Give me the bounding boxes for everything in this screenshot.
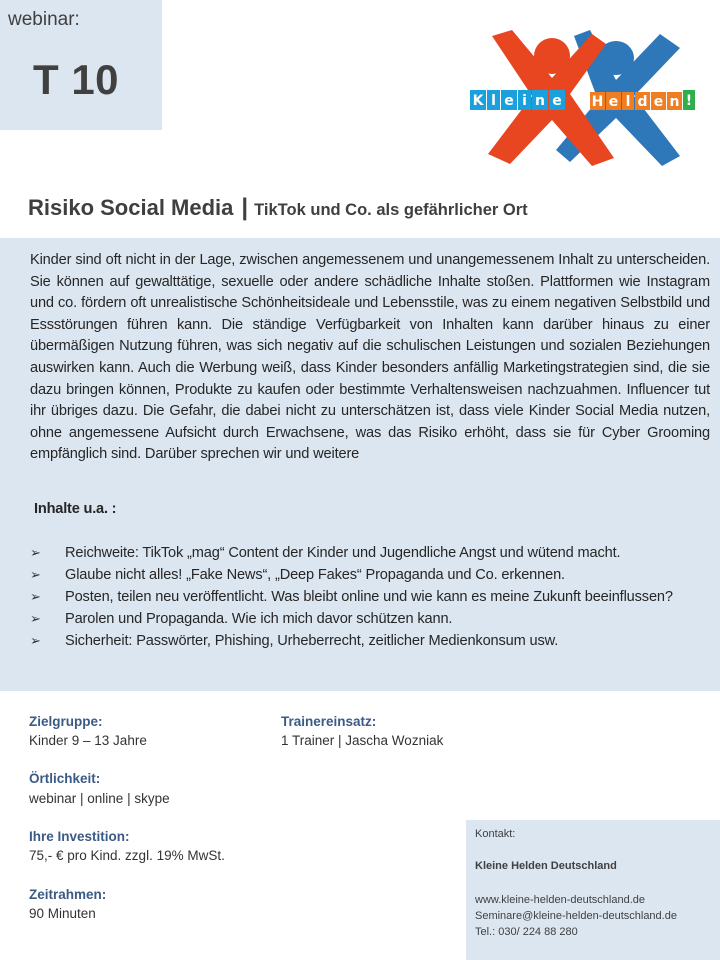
- webinar-code-box: [0, 0, 162, 130]
- svg-text:d: d: [637, 94, 648, 110]
- arrow-bullet-icon: ➢: [30, 633, 41, 648]
- contact-organization: Kleine Helden Deutschland: [475, 860, 617, 872]
- contact-phone: Tel.: 030/ 224 88 280: [475, 926, 578, 938]
- list-item: [28, 564, 698, 586]
- list-item: [28, 586, 698, 608]
- webinar-label: webinar:: [8, 9, 80, 30]
- investment-label: Ihre Investition:: [29, 829, 130, 844]
- list-item-text: Parolen und Propaganda. Wie ich mich davor schützen kann.: [65, 611, 453, 627]
- svg-text:n: n: [535, 93, 545, 109]
- svg-text:e: e: [504, 93, 514, 109]
- svg-text:H: H: [591, 94, 604, 110]
- logo-figures-icon: [466, 28, 702, 166]
- trainer-value: 1 Trainer | Jascha Wozniak: [281, 733, 444, 748]
- list-item-text: Glaube nicht alles! „Fake News“, „Deep Fakes“ Propaganda und Co. erkennen.: [65, 567, 565, 583]
- course-code: T 10: [33, 56, 120, 103]
- arrow-bullet-icon: ➢: [30, 611, 41, 626]
- target-group-label: Zielgruppe:: [29, 714, 103, 729]
- contents-heading: Inhalte u.a. :: [34, 501, 117, 517]
- kleine-helden-logo: [466, 28, 702, 166]
- arrow-bullet-icon: ➢: [30, 589, 41, 604]
- svg-text:i: i: [522, 93, 527, 109]
- svg-text:e: e: [653, 94, 664, 110]
- svg-text:l: l: [491, 93, 496, 109]
- svg-text:K: K: [472, 93, 484, 109]
- trainer-label: Trainereinsatz:: [281, 714, 377, 729]
- duration-value: 90 Minuten: [29, 906, 96, 921]
- contact-website-link[interactable]: www.kleine-helden-deutschland.de: [475, 894, 645, 906]
- title-main: Risiko Social Media: [28, 195, 234, 220]
- title-separator: |: [241, 194, 249, 221]
- contact-label: Kontakt:: [475, 828, 516, 840]
- list-item-text: Posten, teilen neu veröffentlicht. Was bleibt online und wie kann es meine Zukunft beeinflussen?: [65, 589, 673, 605]
- page-title: [28, 194, 528, 222]
- list-item-text: Reichweite: TikTok „mag“ Content der Kinder und Jugendliche Angst und wütend macht.: [65, 545, 621, 561]
- target-group-value: Kinder 9 – 13 Jahre: [29, 733, 147, 748]
- investment-value: 75,- € pro Kind. zzgl. 19% MwSt.: [29, 848, 225, 863]
- arrow-bullet-icon: ➢: [30, 545, 41, 560]
- svg-text:e: e: [552, 93, 562, 109]
- list-item: [28, 608, 698, 630]
- title-subtitle: TikTok und Co. als gefährlicher Ort: [254, 201, 528, 219]
- list-item-text: Sicherheit: Passwörter, Phishing, Urheberrecht, zeitlicher Medienkonsum usw.: [65, 633, 559, 649]
- contents-list: [28, 542, 698, 652]
- location-value: webinar | online | skype: [29, 791, 170, 806]
- location-label: Örtlichkeit:: [29, 771, 101, 786]
- contact-box: [466, 820, 720, 960]
- svg-text:n: n: [669, 94, 680, 110]
- svg-text:l: l: [625, 94, 631, 110]
- list-item: [28, 542, 698, 564]
- list-item: [28, 630, 698, 652]
- intro-paragraph: Kinder sind oft nicht in der Lage, zwischen angemessenem und unangemessenem Inhalt zu unterscheiden. Sie können auf gewalttätige, sexuelle oder andere schädliche Inhalte stoßen. Plattformen wie Instagram und co. fördern oft unrealistische Schönheitsideale und Lebensstile, was zu einem negativen Selbstbild und Essstörungen führen kann. Die ständige Verfügbarkeit von Inhalten kann darüber hinaus zu einer übermäßigen Nutzung führen, was sich negativ auf die schulischen Leistungen und sozialen Beziehungen auswirken kann. Auch die Werbung weiß, dass Kinder besonders anfällig Marketingstrategien sind, die sie dazu bringen können, Produkte zu kaufen oder bestimmte Verhaltensweisen nachzuahmen. Influencer tut ihr übriges dazu. Die Gefahr, die dabei nicht zu unterschätzen ist, dass viele Kinder Social Media nutzen, ohne angemessene Aufsicht durch Erwachsene, was das Risiko erhöht, dass sie für Cyber Grooming empfänglich sind. Darüber sprechen wir und weitere: [30, 252, 710, 463]
- svg-text:e: e: [608, 94, 619, 110]
- contact-email-link[interactable]: Seminare@kleine-helden-deutschland.de: [475, 910, 677, 922]
- arrow-bullet-icon: ➢: [30, 567, 41, 582]
- duration-label: Zeitrahmen:: [29, 887, 107, 902]
- svg-text:!: !: [685, 93, 693, 109]
